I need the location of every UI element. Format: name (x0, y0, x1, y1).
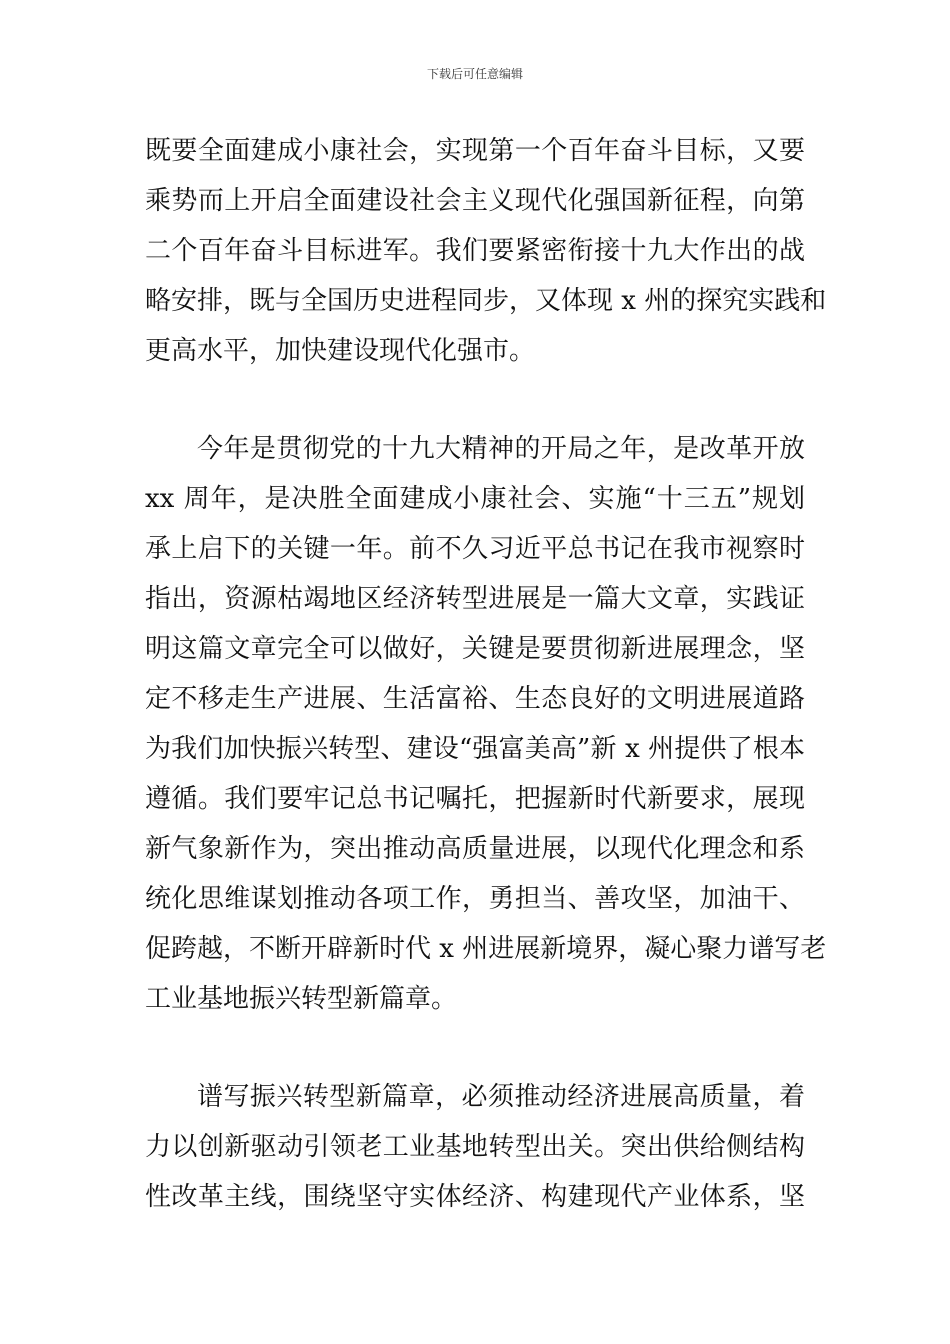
text-line: 统化思维谋划推动各项工作，勇担当、善攻坚，加油干、 (145, 884, 805, 914)
text-line: 促跨越，不断开辟新时代 x 州进展新境界，凝心聚力谱写老 (145, 934, 827, 964)
text-line: 谱写振兴转型新篇章，必须推动经济进展高质量，着 (197, 1082, 805, 1112)
text-line: xx 周年，是决胜全面建成小康社会、实施“十三五”规划 (145, 484, 805, 514)
text-line: 今年是贯彻党的十九大精神的开局之年，是改革开放 (197, 434, 805, 464)
document-body (145, 126, 827, 1222)
text-line: 略安排，既与全国历史进程同步，又体现 x 州的探究实践和 (145, 286, 827, 316)
text-line: 明这篇文章完全可以做好，关键是要贯彻新进展理念，坚 (145, 634, 805, 664)
text-line: 二个百年奋斗目标进军。我们要紧密衔接十九大作出的战 (145, 236, 805, 266)
paragraph-2 (145, 424, 827, 1024)
paragraph-3 (145, 1072, 805, 1222)
page-header: 下载后可任意编辑 (426, 67, 523, 81)
text-line: 更高水平，加快建设现代化强市。 (145, 336, 536, 366)
text-line: 承上启下的关键一年。前不久习近平总书记在我市视察时 (145, 534, 805, 564)
text-line: 力以创新驱动引领老工业基地转型出关。突出供给侧结构 (145, 1132, 805, 1162)
text-line: 新气象新作为，突出推动高质量进展，以现代化理念和系 (145, 834, 805, 864)
text-line: 性改革主线，围绕坚守实体经济、构建现代产业体系，坚 (145, 1182, 805, 1212)
paragraph-1 (145, 126, 827, 376)
text-line: 工业基地振兴转型新篇章。 (145, 984, 458, 1014)
text-line: 既要全面建成小康社会，实现第一个百年奋斗目标，又要 (145, 136, 805, 166)
text-line: 为我们加快振兴转型、建设“强富美高”新 x 州提供了根本 (145, 734, 805, 764)
text-line: 乘势而上开启全面建设社会主义现代化强国新征程，向第 (145, 186, 805, 216)
text-line: 定不移走生产进展、生活富裕、生态良好的文明进展道路 (145, 684, 805, 714)
text-line: 指出，资源枯竭地区经济转型进展是一篇大文章，实践证 (145, 584, 805, 614)
text-line: 遵循。我们要牢记总书记嘱托，把握新时代新要求，展现 (145, 784, 805, 814)
